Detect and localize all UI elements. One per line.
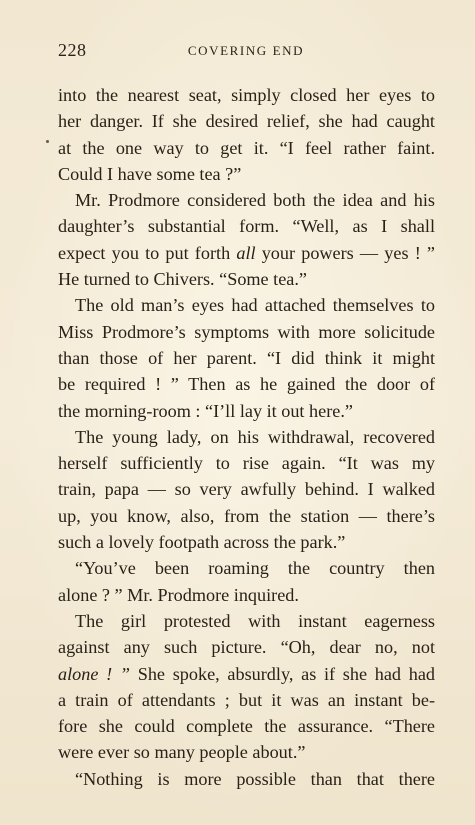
text-run: herself sufficiently to rise again. “It was my bbox=[58, 453, 435, 474]
text-run: She spoke, absurdly, as if she had had bbox=[130, 663, 435, 684]
text-line bbox=[58, 345, 435, 371]
text-run: expect you to put forth bbox=[58, 242, 237, 263]
text-run: your powers — yes ! ” bbox=[255, 242, 435, 263]
text-run: daughter’s substantial form. “Well, as I shall bbox=[58, 216, 435, 237]
text-run: up, you know, also, from the station — there’s bbox=[58, 505, 435, 526]
text-line bbox=[58, 240, 435, 266]
text-line bbox=[58, 135, 435, 161]
text-line bbox=[58, 713, 435, 739]
text-line bbox=[58, 582, 435, 608]
text-line bbox=[58, 608, 435, 634]
text-line bbox=[58, 82, 435, 108]
text-run: “Nothing is more possible than that there bbox=[75, 768, 435, 789]
text-run: Miss Prodmore’s symptoms with more solicitude bbox=[58, 321, 435, 342]
text-line bbox=[58, 161, 435, 187]
text-line bbox=[58, 108, 435, 134]
text-line bbox=[58, 687, 435, 713]
margin-speck bbox=[46, 140, 49, 143]
text-line bbox=[58, 319, 435, 345]
text-line bbox=[58, 424, 435, 450]
text-line bbox=[58, 634, 435, 660]
text-line bbox=[58, 213, 435, 239]
text-run: the morning-room : “I’ll lay it out here.” bbox=[58, 400, 353, 421]
text-run: such a lovely footpath across the park.” bbox=[58, 532, 346, 553]
text-line bbox=[58, 766, 435, 792]
text-run: against any such picture. “Oh, dear no, not bbox=[58, 637, 435, 658]
text-line bbox=[58, 661, 435, 687]
text-run: alone ? ” Mr. Prodmore inquired. bbox=[58, 584, 299, 605]
text-line bbox=[58, 503, 435, 529]
text-run: her danger. If she desired relief, she had caught bbox=[58, 111, 435, 132]
text-line bbox=[58, 398, 435, 424]
text-run: The old man’s eyes had attached themselves to bbox=[75, 295, 435, 316]
text-line bbox=[58, 476, 435, 502]
text-run: train, papa — so very awfully behind. I walked bbox=[58, 479, 435, 500]
text-line bbox=[58, 266, 435, 292]
text-line bbox=[58, 371, 435, 397]
text-line bbox=[58, 739, 435, 765]
text-run: “You’ve been roaming the country then bbox=[75, 558, 435, 579]
page-header bbox=[58, 40, 434, 66]
text-line bbox=[58, 187, 435, 213]
running-title: COVERING END bbox=[187, 43, 305, 58]
text-line bbox=[58, 292, 435, 318]
text-run: The young lady, on his withdrawal, recovered bbox=[75, 426, 435, 447]
text-line bbox=[58, 450, 435, 476]
text-run: Mr. Prodmore considered both the idea and his bbox=[75, 190, 435, 211]
text-line bbox=[58, 529, 435, 555]
body-text bbox=[58, 82, 435, 792]
text-run: at the one way to get it. “I feel rather faint. bbox=[58, 137, 435, 158]
text-run: into the nearest seat, simply closed her eyes to bbox=[58, 85, 435, 105]
text-line bbox=[58, 555, 435, 581]
text-run: a train of attendants ; but it was an instant be- bbox=[58, 689, 435, 710]
text-run: The girl protested with instant eagerness bbox=[75, 610, 435, 631]
text-run: Could I have some tea ?” bbox=[58, 163, 242, 184]
italic-text: all bbox=[236, 242, 256, 263]
text-run: than those of her parent. “I did think it might bbox=[58, 347, 435, 368]
text-run: fore she could complete the assurance. “There bbox=[58, 716, 435, 737]
italic-text: alone ! ” bbox=[58, 663, 131, 684]
page-number: 228 bbox=[58, 40, 87, 60]
text-run: be required ! ” Then as he gained the door of bbox=[58, 374, 435, 395]
text-run: were ever so many people about.” bbox=[58, 742, 306, 763]
text-run: He turned to Chivers. “Some tea.” bbox=[58, 269, 307, 290]
